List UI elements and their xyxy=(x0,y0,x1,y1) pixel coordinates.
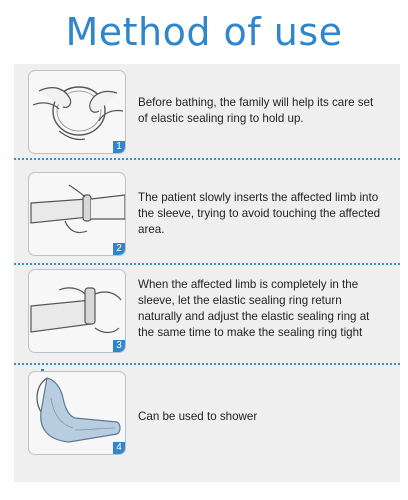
step-1-number: 1 xyxy=(113,141,125,153)
step-4-illustration xyxy=(28,371,126,455)
adjusting-sealing-ring-icon xyxy=(29,270,126,353)
step-divider xyxy=(14,158,400,160)
step-2-illustration xyxy=(28,172,126,256)
step-3-illustration xyxy=(28,269,126,353)
step-2-text: The patient slowly inserts the affected limb into the sleeve, trying to avoid touching the affected area. xyxy=(138,191,381,236)
step-1-illustration xyxy=(28,70,126,154)
step-2-number: 2 xyxy=(113,243,125,255)
arm-entering-sleeve-icon xyxy=(29,173,126,256)
step-4-number: 4 xyxy=(113,442,125,454)
step-divider xyxy=(14,363,400,365)
step-3-text: When the affected limb is completely in the sleeve, let the elastic sealing ring return naturally and adjust the elastic sealing ring at the same time to make the sealing ring tight xyxy=(138,278,370,339)
hands-stretching-ring-icon xyxy=(29,71,126,154)
arm-with-protector-icon xyxy=(29,372,126,455)
step-4-text: Can be used to shower xyxy=(138,410,258,423)
step-divider xyxy=(14,263,400,265)
step-3-number: 3 xyxy=(113,340,125,352)
step-1-text: Before bathing, the family will help its care set of elastic sealing ring to hold up. xyxy=(138,96,374,125)
page-title: Method of use xyxy=(65,10,343,54)
